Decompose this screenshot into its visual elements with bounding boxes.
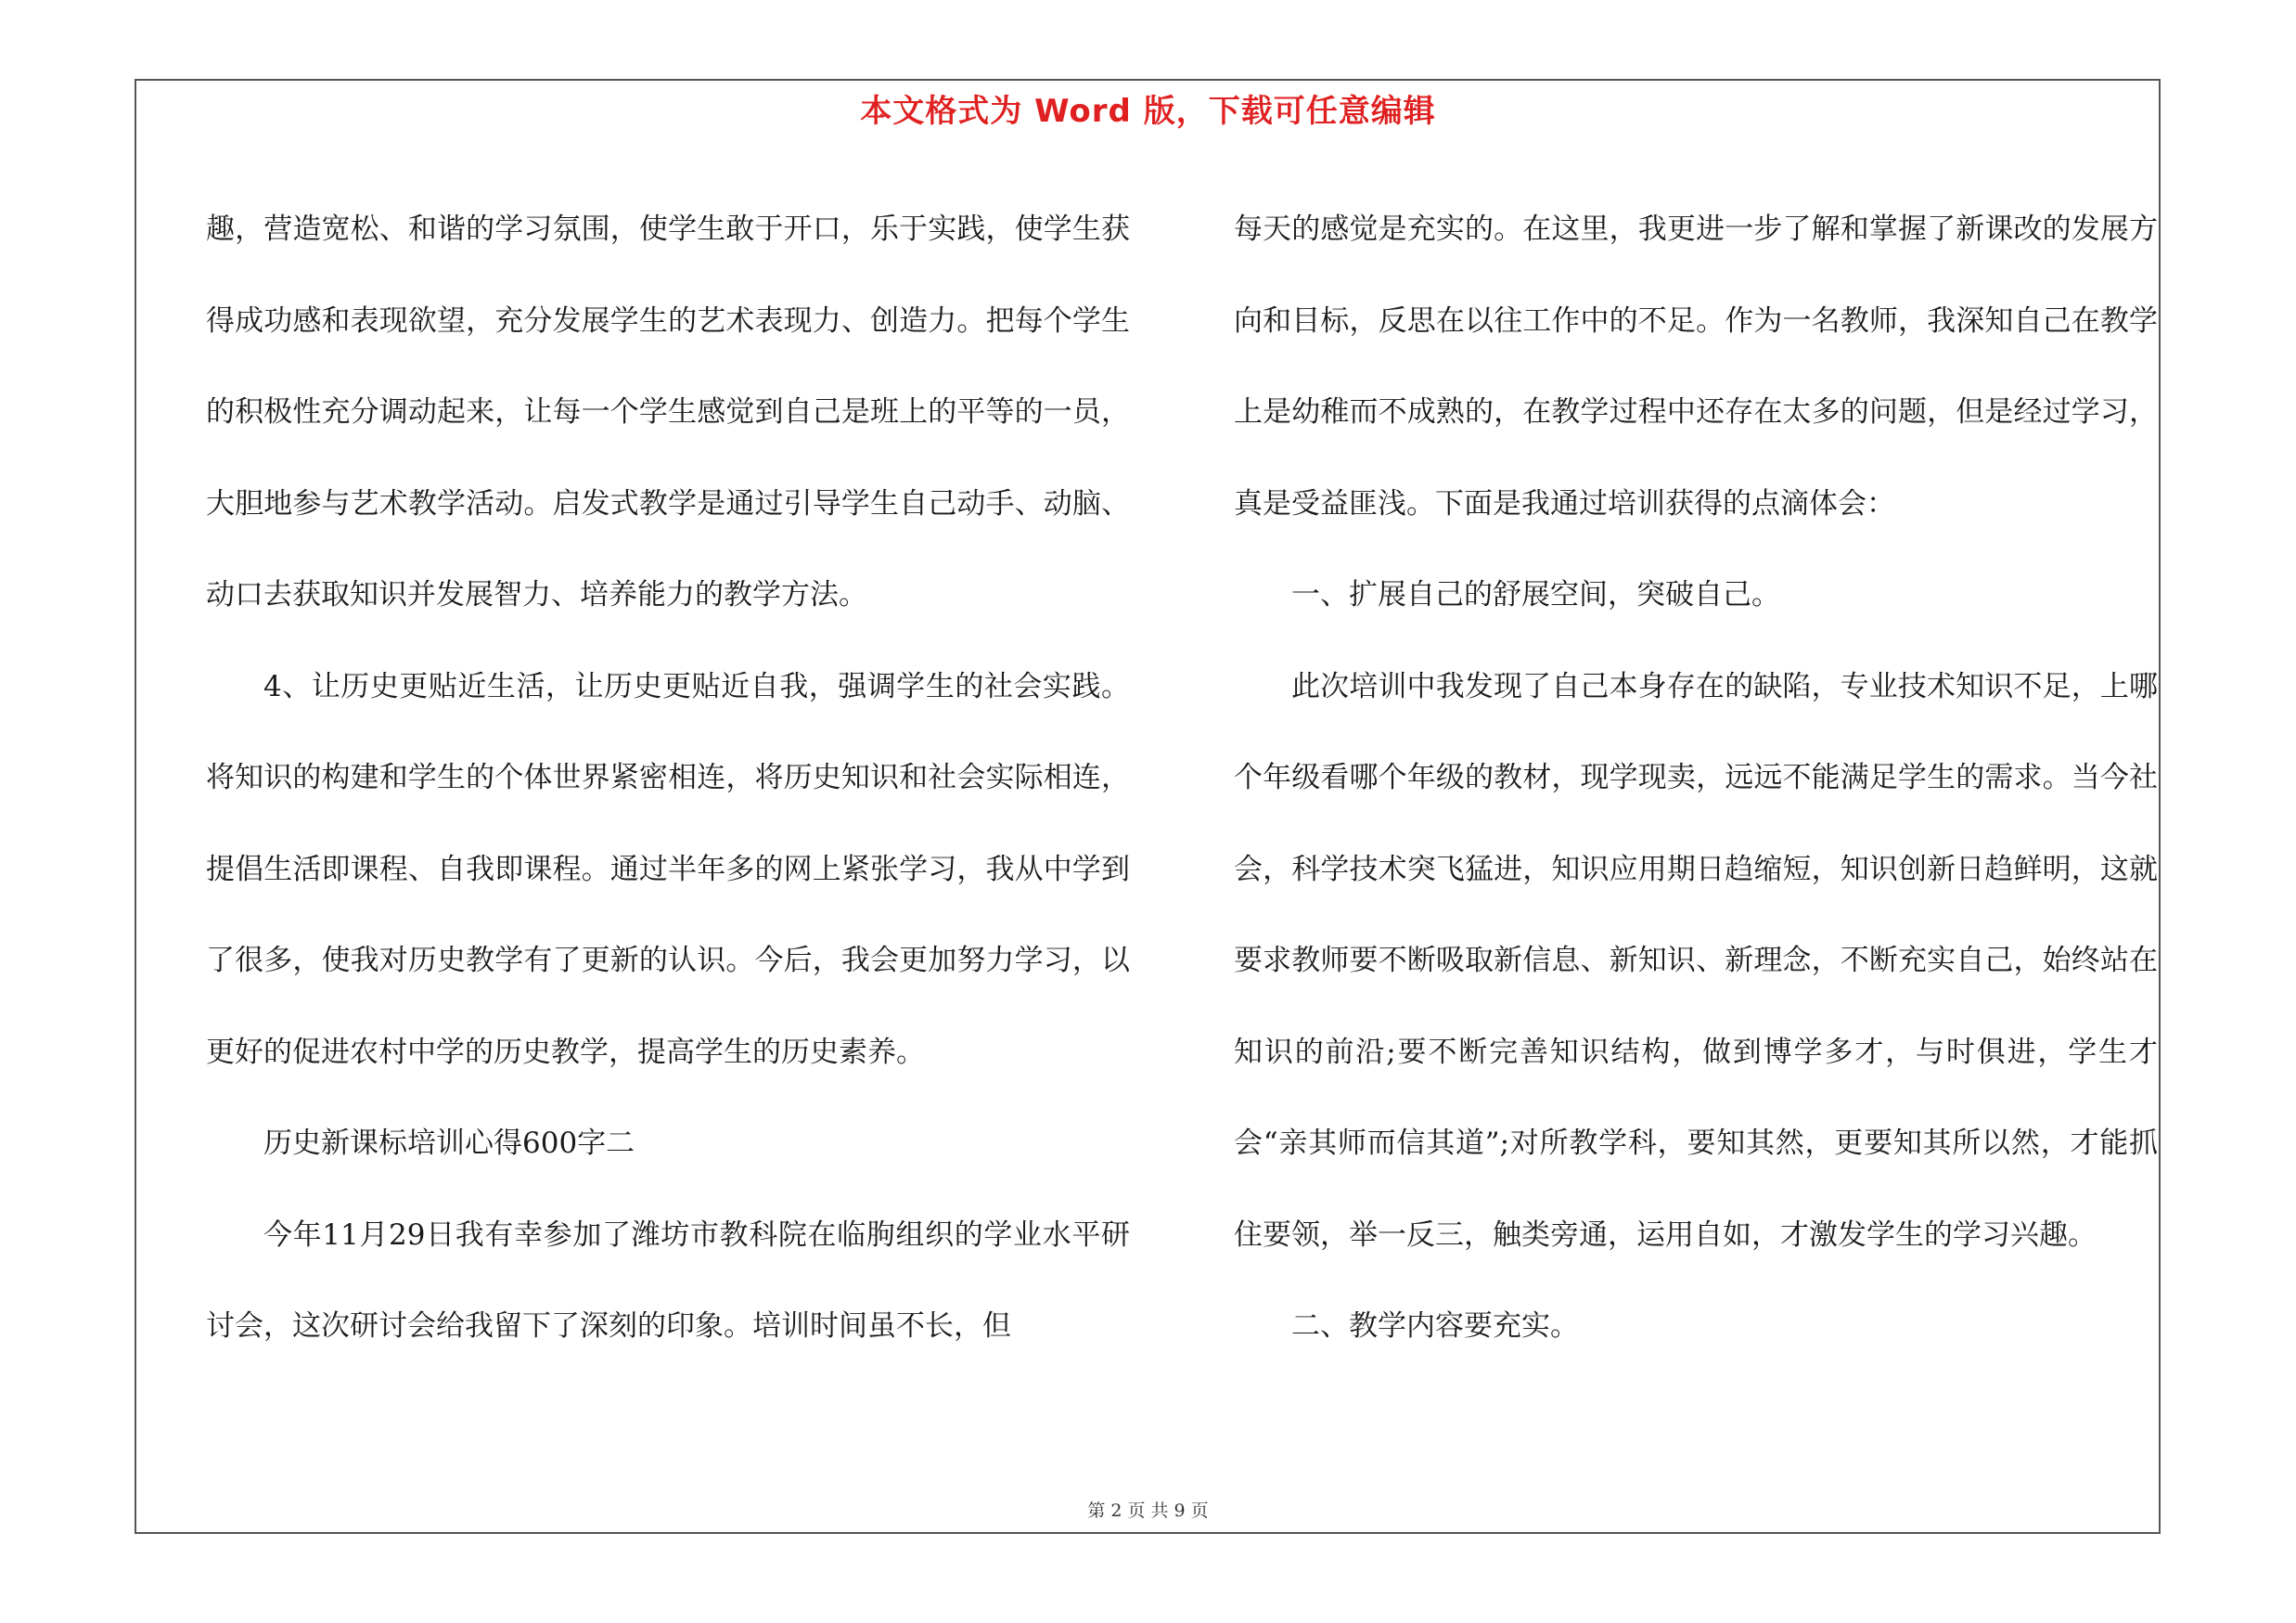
paragraph: 4、让历史更贴近生活，让历史更贴近自我，强调学生的社会实践。将知识的构建和学生的个体世界紧密相连，将历史知识和社会实际相连，提倡生活即课程、自我即课程。通过半年多的网上紧张学习，我从中学到了很多，使我对历史教学有了更新的认识。今后，我会更加努力学习，以更好的促进农村中学的历史教学，提高学生的历史素养。 — [206, 669, 1130, 1069]
paragraph: 此次培训中我发现了自己本身存在的缺陷，专业技术知识不足，上哪个年级看哪个年级的教材，现学现卖，远远不能满足学生的需求。当今社会，科学技术突飞猛进，知识应用期日趋缩短，知识创新日趋鲜明，这就要求教师要不断吸取新信息、新知识、新理念，不断充实自己，始终站在知识的前沿;要不断完善知识结构，做到博学多才，与时俱进，学生才会“亲其师而信其道”;对所教学科，要知其然，更要知其所以然，才能抓住要领，举一反三，触类旁通，运用自如，才激发学生的学习兴趣。 — [1234, 669, 2158, 1252]
section-heading: 二、教学内容要充实。 — [1291, 1309, 1579, 1343]
paragraph: 每天的感觉是充实的。在这里，我更进一步了解和掌握了新课改的发展方向和目标，反思在以往工作中的不足。作为一名教师，我深知自己在教学上是幼稚而不成熟的，在教学过程中还存在太多的问题，但是经过学习，真是受益匪浅。下面是我通过培训获得的点滴体会： — [1234, 213, 2158, 521]
page-number: 第 2 页 共 9 页 — [1087, 1501, 1209, 1521]
left-text-column — [206, 184, 1130, 1372]
paragraph: 今年11月29日我有幸参加了潍坊市教科院在临朐组织的学业水平研讨会，这次研讨会给我留下了深刻的印象。培训时间虽不长，但 — [206, 1217, 1130, 1343]
right-text-column — [1234, 184, 2158, 1372]
paragraph: 趣，营造宽松、和谐的学习氛围，使学生敢于开口，乐于实践，使学生获得成功感和表现欲望，充分发展学生的艺术表现力、创造力。把每个学生的积极性充分调动起来，让每一个学生感觉到自己是班上的平等的一员，大胆地参与艺术教学活动。启发式教学是通过引导学生自己动手、动脑、动口去获取知识并发展智力、培养能力的教学方法。 — [206, 213, 1130, 612]
section-heading: 一、扩展自己的舒展空间，突破自己。 — [1291, 578, 1780, 612]
section-heading: 历史新课标培训心得600字二 — [263, 1127, 635, 1160]
document-banner: 本文格式为 Word 版，下载可任意编辑 — [860, 93, 1436, 130]
